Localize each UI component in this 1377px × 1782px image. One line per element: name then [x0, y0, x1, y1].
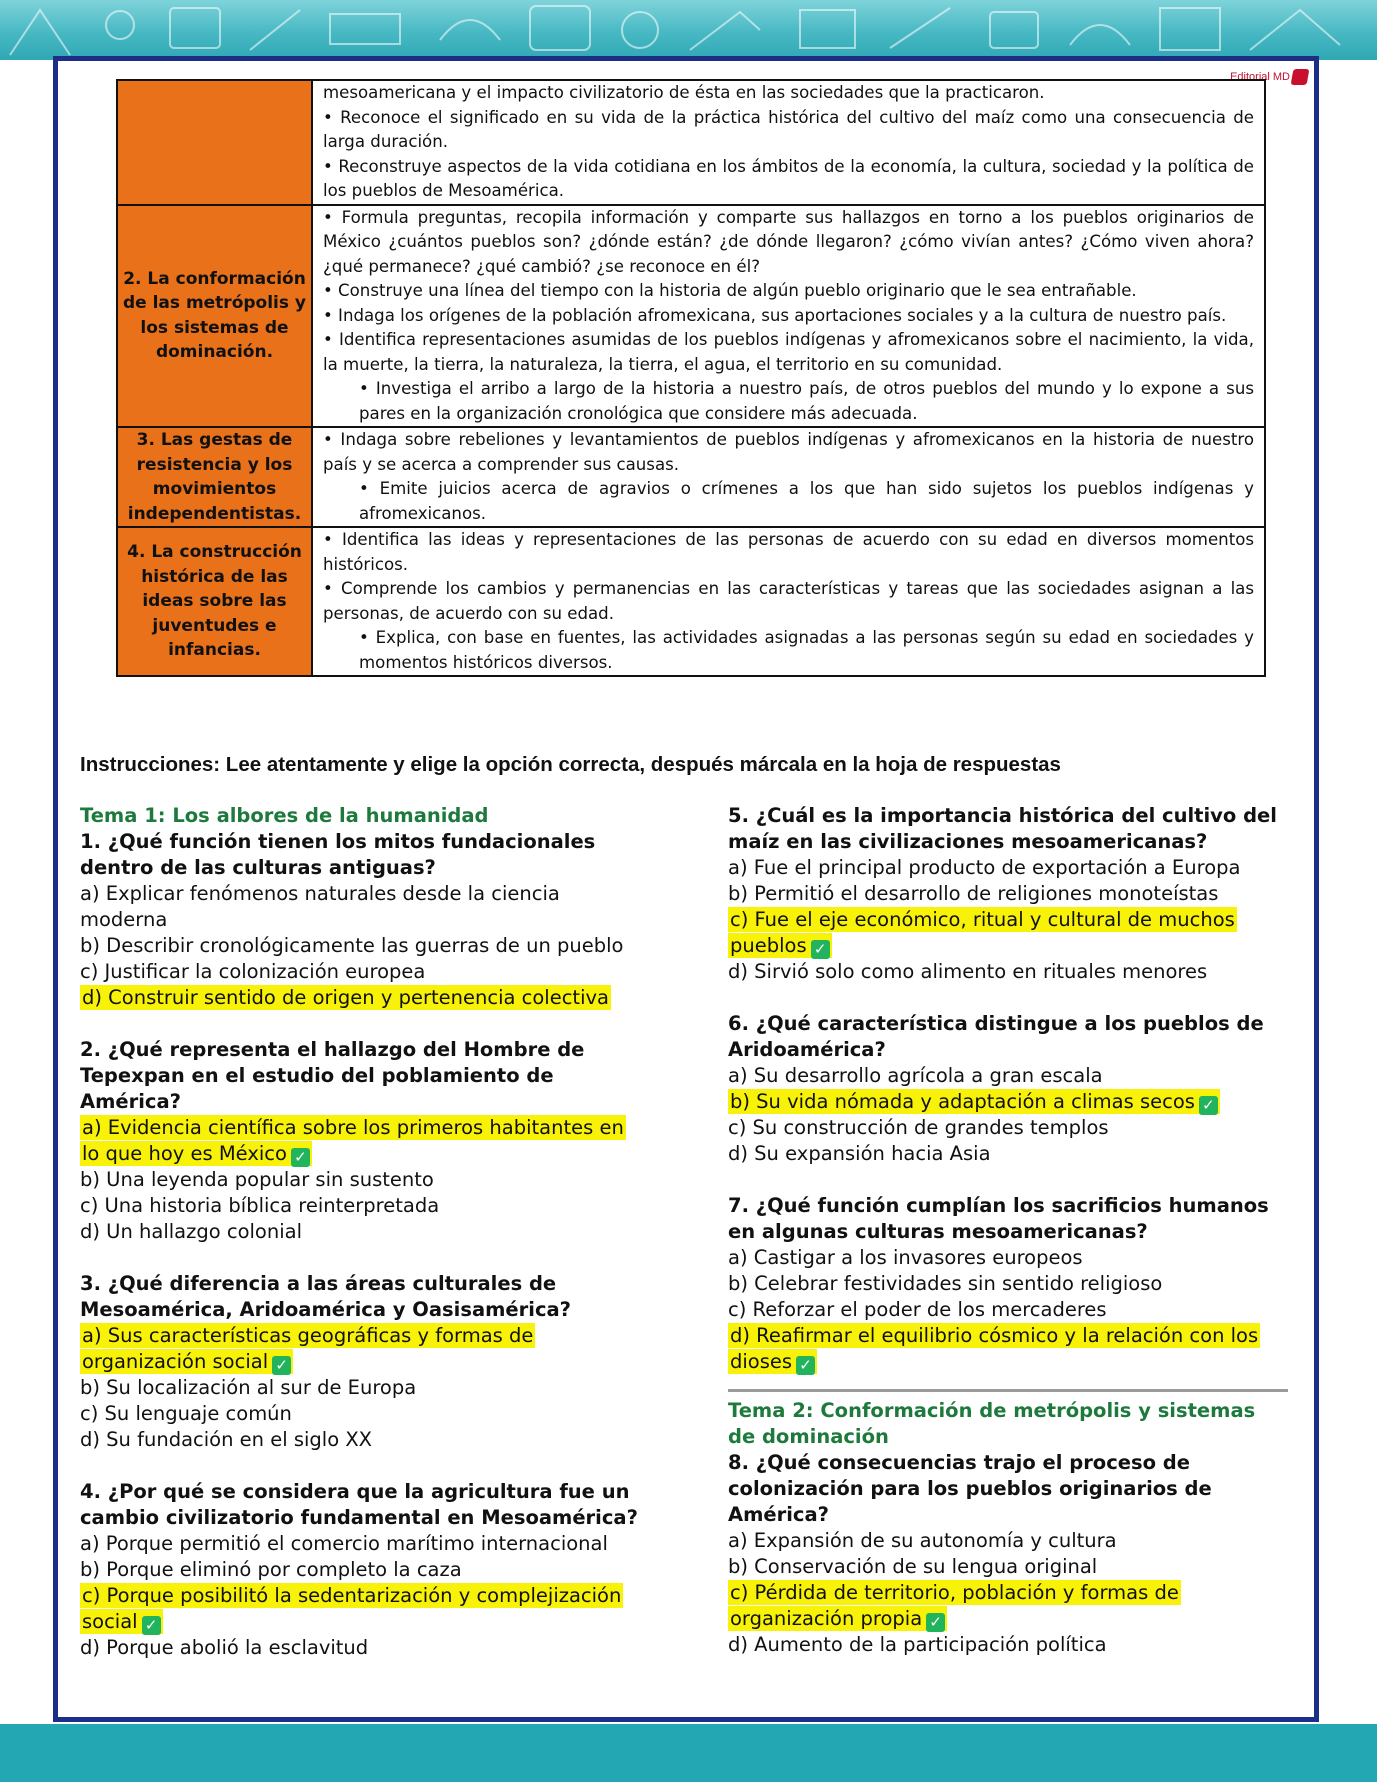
- question-1: [80, 829, 640, 1011]
- question-5: [728, 803, 1288, 985]
- description-cell: [312, 205, 1265, 428]
- section-heading: Tema 1: Los albores de la humanidad: [80, 804, 489, 827]
- description-line: • Indaga los orígenes de la población afromexicana, sus aportaciones sociales y a la cultura de nuestro país.: [323, 305, 1227, 325]
- option-a-highlight: [80, 1323, 535, 1374]
- section-heading: Tema 2: Conformación de metrópolis y sistemas de dominación: [728, 1399, 1256, 1448]
- question-7: [728, 1193, 1288, 1375]
- table-row: [117, 427, 1265, 527]
- option-c-highlight: [728, 907, 1237, 958]
- option-c-highlight: [80, 1583, 623, 1634]
- description-cell: [312, 527, 1265, 676]
- curriculum-table: [116, 79, 1266, 677]
- option-c[interactable]: [728, 1580, 1288, 1632]
- checkmark-icon: ✓: [272, 1356, 291, 1375]
- description-cell: [312, 427, 1265, 527]
- option-c-text: c) Porque posibilitó la sedentarización y complejización social: [82, 1584, 622, 1633]
- checkmark-icon: ✓: [926, 1613, 945, 1632]
- option-d[interactable]: d) Su expansión hacia Asia: [728, 1142, 991, 1165]
- option-d[interactable]: d) Un hallazgo colonial: [80, 1220, 302, 1243]
- question-title: 5. ¿Cuál es la importancia histórica del cultivo del maíz en las civilizaciones mesoamericanas?: [728, 804, 1277, 853]
- option-c[interactable]: c) Una historia bíblica reinterpretada: [80, 1194, 440, 1217]
- option-c[interactable]: c) Reforzar el poder de los mercaderes: [728, 1298, 1107, 1321]
- option-d[interactable]: [80, 985, 640, 1011]
- option-a[interactable]: a) Expansión de su autonomía y cultura: [728, 1529, 1117, 1552]
- question-title: 7. ¿Qué función cumplían los sacrificios humanos en algunas culturas mesoamericanas?: [728, 1194, 1269, 1243]
- description-cell: [312, 80, 1265, 205]
- option-a[interactable]: a) Porque permitió el comercio marítimo internacional: [80, 1532, 608, 1555]
- question-3: [80, 1271, 640, 1453]
- option-d[interactable]: [728, 1323, 1288, 1375]
- option-b[interactable]: [728, 1089, 1288, 1115]
- option-c-text: c) Pérdida de territorio, población y formas de organización propia: [730, 1581, 1179, 1630]
- checkmark-icon: ✓: [1199, 1096, 1218, 1115]
- option-a[interactable]: a) Su desarrollo agrícola a gran escala: [728, 1064, 1103, 1087]
- option-b[interactable]: b) Describir cronológicamente las guerras de un pueblo: [80, 934, 624, 957]
- option-a[interactable]: [80, 1323, 640, 1375]
- school-supplies-pattern-icon: [0, 0, 1377, 60]
- description-line: • Identifica las ideas y representaciones de las personas de acuerdo con su edad en diversos momentos históricos.: [323, 530, 1254, 574]
- option-b[interactable]: b) Una leyenda popular sin sustento: [80, 1168, 434, 1191]
- description-line: • Indaga sobre rebeliones y levantamientos de pueblos indígenas y afromexicanos en la historia de nuestro país y se acerca a comprender sus causas.: [323, 430, 1254, 474]
- question-title: 6. ¿Qué característica distingue a los pueblos de Aridoamérica?: [728, 1012, 1264, 1061]
- option-b-text: b) Su vida nómada y adaptación a climas secos: [730, 1090, 1195, 1113]
- checkmark-icon: ✓: [811, 940, 830, 959]
- question-title: 4. ¿Por qué se considera que la agricultura fue un cambio civilizatorio fundamental en Mesoamérica?: [80, 1480, 638, 1529]
- option-d[interactable]: d) Aumento de la participación política: [728, 1633, 1107, 1656]
- checkmark-icon: ✓: [291, 1148, 310, 1167]
- option-c[interactable]: c) Justificar la colonización europea: [80, 960, 426, 983]
- topic-cell: 2. La conformación de las metrópolis y los sistemas de dominación.: [117, 205, 312, 428]
- description-line: • Investiga el arribo a largo de la historia a nuestro país, de otros pueblos del mundo y lo expone a sus pares en la organización cronológica que considere más adecuada.: [359, 379, 1254, 423]
- table-row: [117, 205, 1265, 428]
- publisher-name: Editorial MD: [1230, 71, 1290, 83]
- description-line: • Formula preguntas, recopila información y comparte sus hallazgos en torno a los pueblos originarios de México ¿cuántos pueblos son? ¿dónde están? ¿de dónde llegaron? ¿cómo vivían antes? ¿Cómo viven ahora? ¿qué permanece? ¿qué cambió? ¿se reconoce en él?: [323, 207, 1254, 276]
- question-title: 3. ¿Qué diferencia a las áreas culturales de Mesoamérica, Aridoamérica y Oasisamérica?: [80, 1272, 571, 1321]
- option-d[interactable]: d) Porque abolió la esclavitud: [80, 1636, 369, 1659]
- decorative-header-banner: [0, 0, 1377, 60]
- option-d-highlight: [728, 1323, 1260, 1374]
- description-line: • Emite juicios acerca de agravios o crímenes a los que han sido sujetos los pueblos indígenas y afromexicanos.: [359, 479, 1254, 523]
- left-column: [80, 803, 640, 1687]
- question-title: 1. ¿Qué función tienen los mitos fundacionales dentro de las culturas antiguas?: [80, 830, 596, 879]
- option-c[interactable]: [80, 1583, 640, 1635]
- option-b[interactable]: b) Permitió el desarrollo de religiones monoteístas: [728, 882, 1219, 905]
- question-4: [80, 1479, 640, 1661]
- topic-cell: 3. Las gestas de resistencia y los movimientos independentistas.: [117, 427, 312, 527]
- option-b[interactable]: b) Celebrar festividades sin sentido religioso: [728, 1272, 1163, 1295]
- option-d[interactable]: d) Sirvió solo como alimento en rituales menores: [728, 960, 1208, 983]
- right-column: [728, 803, 1288, 1658]
- question-2: [80, 1037, 640, 1245]
- page-frame: [53, 56, 1319, 1722]
- option-a-highlight: [80, 1115, 626, 1166]
- question-title: 2. ¿Qué representa el hallazgo del Hombre de Tepexpan en el estudio del poblamiento de América?: [80, 1038, 585, 1113]
- description-line: • Construye una línea del tiempo con la historia de algún pueblo originario que le sea entrañable.: [323, 281, 1137, 300]
- option-d[interactable]: d) Su fundación en el siglo XX: [80, 1428, 373, 1451]
- option-b-highlight: [728, 1089, 1220, 1114]
- option-b[interactable]: b) Porque eliminó por completo la caza: [80, 1558, 462, 1581]
- option-a-text: a) Sus características geográficas y formas de organización social: [82, 1324, 534, 1373]
- option-d-text: d) Construir sentido de origen y pertenencia colectiva: [82, 986, 609, 1009]
- question-8: [728, 1450, 1288, 1658]
- table-row: [117, 80, 1265, 205]
- description-line: • Identifica representaciones asumidas de los pueblos indígenas y afromexicanos sobre el nacimiento, la vida, la muerte, la tierra, la naturaleza, la tierra, el agua, el territorio en su comunidad.: [323, 330, 1254, 374]
- option-d-text: d) Reafirmar el equilibrio cósmico y la relación con los dioses: [730, 1324, 1259, 1373]
- checkmark-icon: ✓: [142, 1616, 161, 1635]
- checkmark-icon: ✓: [796, 1356, 815, 1375]
- option-c[interactable]: c) Su construcción de grandes templos: [728, 1116, 1109, 1139]
- option-a[interactable]: a) Explicar fenómenos naturales desde la ciencia moderna: [80, 882, 560, 931]
- question-title: 8. ¿Qué consecuencias trajo el proceso de colonización para los pueblos originarios de América?: [728, 1451, 1212, 1526]
- option-c-text: c) Fue el eje económico, ritual y cultural de muchos pueblos: [730, 908, 1235, 957]
- description-line: • Reconstruye aspectos de la vida cotidiana en los ámbitos de la economía, la cultura, sociedad y la política de los pueblos de Mesoamérica.: [323, 156, 1254, 200]
- option-a-text: a) Evidencia científica sobre los primeros habitantes en lo que hoy es México: [82, 1116, 624, 1165]
- publisher-logo-icon: [1291, 69, 1310, 85]
- option-b[interactable]: b) Su localización al sur de Europa: [80, 1376, 417, 1399]
- option-b[interactable]: b) Conservación de su lengua original: [728, 1555, 1098, 1578]
- description-line: • Explica, con base en fuentes, las actividades asignadas a las personas según su edad en sociedades y momentos históricos diversos.: [359, 628, 1254, 672]
- option-a[interactable]: a) Castigar a los invasores europeos: [728, 1246, 1083, 1269]
- description-line: mesoamericana y el impacto civilizatorio de ésta en las sociedades que la practicaron.: [323, 83, 1045, 102]
- description-line: • Reconoce el significado en su vida de la práctica histórica del cultivo del maíz como una consecuencia de larga duración.: [323, 107, 1254, 151]
- instructions: Instrucciones: Lee atentamente y elige la opción correcta, después márcala en la hoja de respuestas: [80, 753, 1061, 776]
- topic-cell: [117, 80, 312, 205]
- option-c[interactable]: [728, 907, 1288, 959]
- table-row: [117, 527, 1265, 676]
- section-divider: [728, 1389, 1288, 1392]
- option-a[interactable]: [80, 1115, 640, 1167]
- decorative-footer-band: [0, 1724, 1377, 1782]
- topic-cell: 4. La construcción histórica de las ideas sobre las juventudes e infancias.: [117, 527, 312, 676]
- option-c[interactable]: c) Su lenguaje común: [80, 1402, 292, 1425]
- option-a[interactable]: a) Fue el principal producto de exportación a Europa: [728, 856, 1241, 879]
- question-6: [728, 1011, 1288, 1167]
- description-line: • Comprende los cambios y permanencias en las características y tareas que las sociedades asignan a las personas, de acuerdo con su edad.: [323, 579, 1254, 623]
- option-c-highlight: [728, 1580, 1181, 1631]
